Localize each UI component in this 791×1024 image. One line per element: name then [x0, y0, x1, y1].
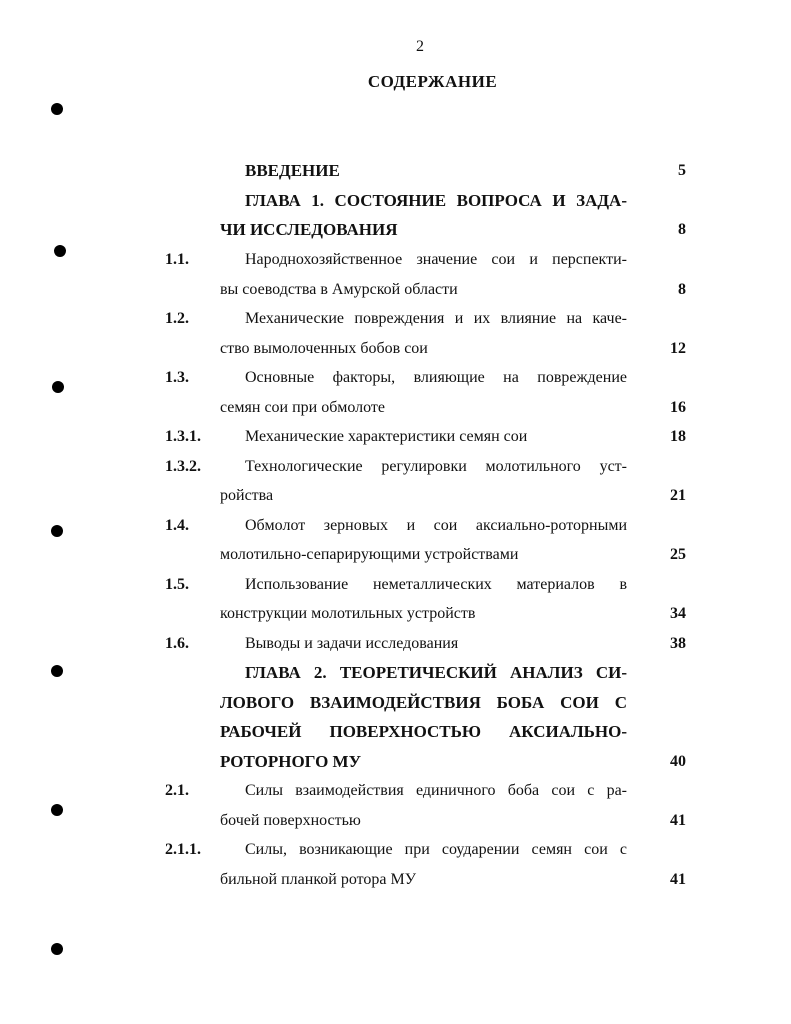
toc-page-intro: 5	[678, 162, 686, 179]
toc-page-1-1: 8	[678, 281, 686, 298]
punch-hole	[51, 804, 63, 816]
toc-page-1-3: 16	[670, 399, 686, 416]
toc-entry-1-1-line1: Народнохозяйственное значение сои и перспекти-	[245, 251, 627, 268]
page-number: 2	[416, 38, 424, 55]
toc-page-2-1: 41	[670, 812, 686, 829]
toc-page-ch1: 8	[678, 221, 686, 238]
punch-hole	[51, 103, 63, 115]
toc-entry-1-5-line1: Использование неметаллических материалов в	[245, 576, 627, 593]
toc-entry-1-3-1: Механические характеристики семян сои	[245, 428, 528, 445]
punch-hole	[51, 525, 63, 537]
toc-entry-ch2-line2: ЛОВОГО ВЗАИМОДЕЙСТВИЯ БОБА СОИ С	[220, 693, 627, 712]
toc-num-1-1: 1.1.	[165, 251, 189, 268]
toc-num-1-3-2: 1.3.2.	[165, 458, 201, 475]
toc-entry-ch2-line4: РОТОРНОГО МУ	[220, 752, 362, 771]
toc-entry-ch1-line2: ЧИ ИССЛЕДОВАНИЯ	[220, 220, 398, 239]
toc-entry-1-6: Выводы и задачи исследования	[245, 635, 459, 652]
toc-entry-1-3-line2: семян сои при обмолоте	[220, 399, 385, 416]
punch-hole	[52, 381, 64, 393]
toc-num-1-5: 1.5.	[165, 576, 189, 593]
toc-entry-2-1-line2: бочей поверхностью	[220, 812, 361, 829]
page-title: СОДЕРЖАНИЕ	[367, 72, 498, 91]
toc-entry-1-3-line1: Основные факторы, влияющие на повреждение	[245, 369, 627, 386]
toc-entry-intro: ВВЕДЕНИЕ	[245, 161, 340, 180]
toc-page-1-3-2: 21	[670, 487, 686, 504]
toc-num-1-3-1: 1.3.1.	[165, 428, 201, 445]
toc-entry-1-3-2-line1: Технологические регулировки молотильного уст-	[245, 458, 627, 475]
toc-entry-ch2-line3: РАБОЧЕЙ ПОВЕРХНОСТЬЮ АКСИАЛЬНО-	[220, 722, 627, 741]
toc-entry-1-2-line2: ство вымолоченных бобов сои	[220, 340, 428, 357]
punch-hole	[51, 665, 63, 677]
toc-num-1-6: 1.6.	[165, 635, 189, 652]
toc-entry-1-4-line2: молотильно-сепарирующими устройствами	[220, 546, 519, 563]
punch-hole	[54, 245, 66, 257]
toc-entry-1-3-2-line2: ройства	[220, 487, 274, 504]
toc-num-2-1: 2.1.	[165, 782, 189, 799]
toc-num-1-2: 1.2.	[165, 310, 189, 327]
punch-hole	[51, 943, 63, 955]
toc-page-2-1-1: 41	[670, 871, 686, 888]
toc-page-1-3-1: 18	[670, 428, 686, 445]
toc-entry-ch1-line1: ГЛАВА 1. СОСТОЯНИЕ ВОПРОСА И ЗАДА-	[245, 191, 627, 210]
toc-num-2-1-1: 2.1.1.	[165, 841, 201, 858]
toc-page-1-4: 25	[670, 546, 686, 563]
toc-page-ch2: 40	[670, 753, 686, 770]
toc-page-1-6: 38	[670, 635, 686, 652]
toc-entry-2-1-1-line1: Силы, возникающие при соударении семян сои с	[245, 841, 627, 858]
toc-entry-2-1-1-line2: бильной планкой ротора МУ	[220, 871, 417, 888]
toc-num-1-4: 1.4.	[165, 517, 189, 534]
toc-entry-1-2-line1: Механические повреждения и их влияние на каче-	[245, 310, 627, 327]
toc-entry-1-5-line2: конструкции молотильных устройств	[220, 605, 476, 622]
toc-page-1-2: 12	[670, 340, 686, 357]
toc-entry-1-4-line1: Обмолот зерновых и сои аксиально-роторными	[245, 517, 627, 534]
toc-entry-2-1-line1: Силы взаимодействия единичного боба сои с ра-	[245, 782, 627, 799]
toc-page-1-5: 34	[670, 605, 686, 622]
toc-entry-1-1-line2: вы соеводства в Амурской области	[220, 281, 458, 298]
toc-num-1-3: 1.3.	[165, 369, 189, 386]
toc-entry-ch2-line1: ГЛАВА 2. ТЕОРЕТИЧЕСКИЙ АНАЛИЗ СИ-	[245, 663, 627, 682]
